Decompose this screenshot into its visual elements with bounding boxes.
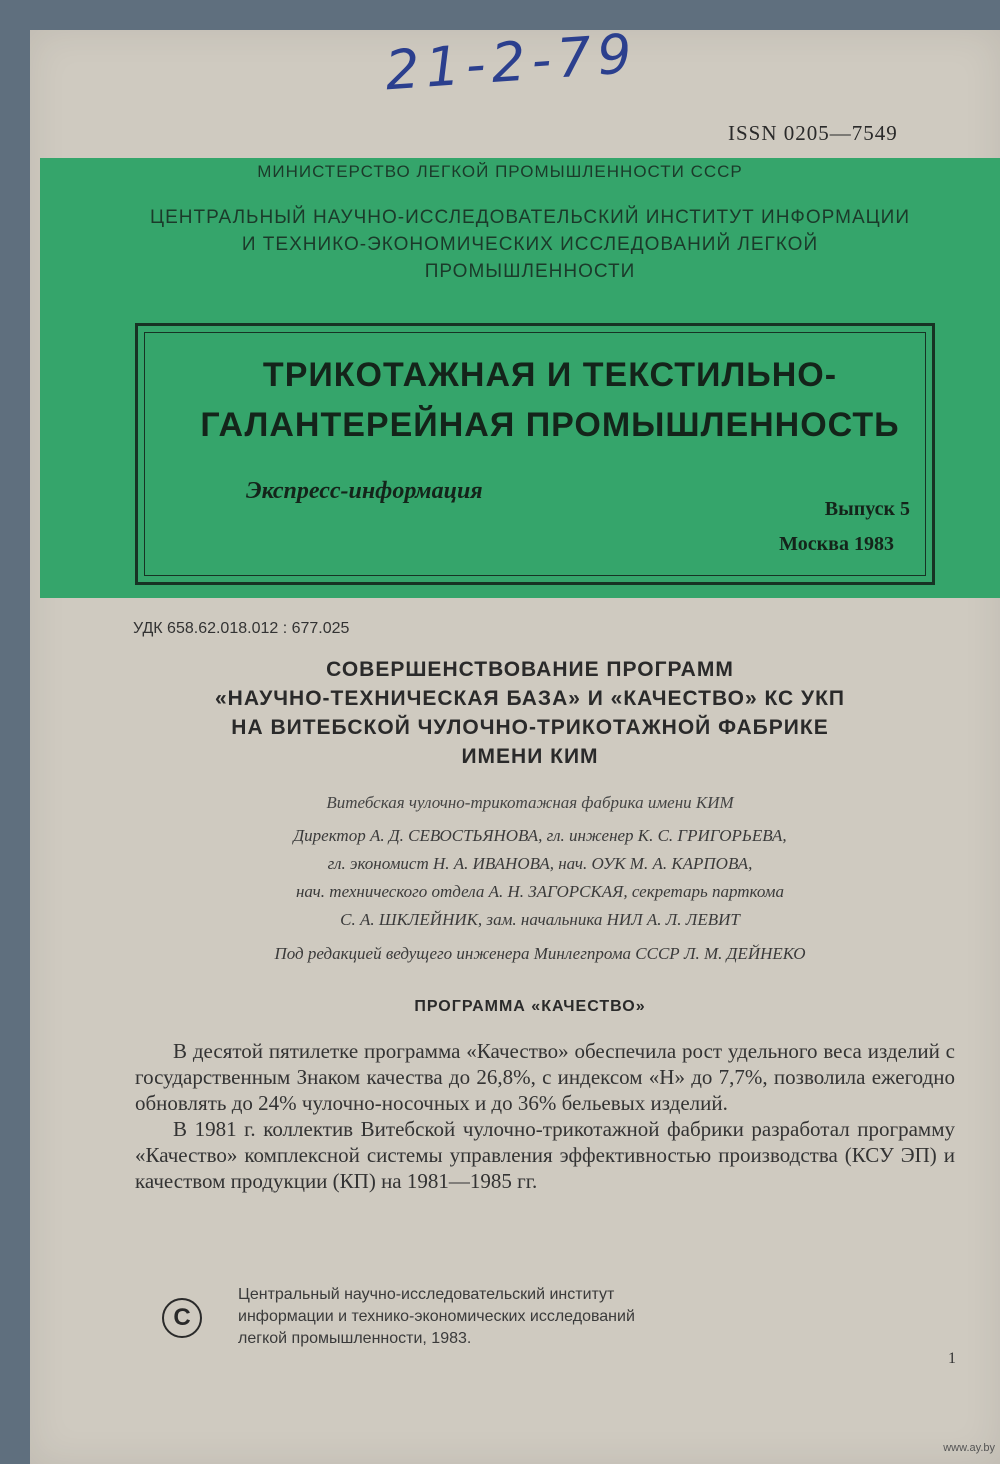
copyright-line: легкой промышленности, 1983. [238,1330,472,1347]
paragraph: В десятой пятилетке программа «Качество» обеспечила рост удельного веса изделий с государственным Знаком качества до 26,8%, с индексом «Н» до 7,7%, позволила ежегодно обновлять до 24% чулочно-носочных и до 36% бельевых изделий. [135,1039,955,1115]
journal-title [200,350,900,450]
watermark: www.ay.by [943,1442,995,1454]
organization-name: Витебская чулочно-трикотажная фабрика имени КИМ [326,793,734,812]
article-title [130,655,930,771]
copyright-line: Центральный научно-исследовательский институт [238,1286,615,1303]
ministry-name: МИНИСТЕРСТВО ЛЕГКОЙ ПРОМЫШЛЕННОСТИ СССР [257,162,743,181]
journal-subtitle: Экспресс-информация [246,478,483,504]
authors-line: Директор А. Д. СЕВОСТЬЯНОВА, гл. инженер К. С. ГРИГОРЬЕВА, [293,826,787,845]
udc-code: УДК 658.62.018.012 : 677.025 [133,620,350,637]
editor-credit: Под редакцией ведущего инженера Минлегпрома СССР Л. М. ДЕЙНЕКО [274,944,806,963]
authors-line: С. А. ШКЛЕЙНИК, зам. начальника НИЛ А. Л. ЛЕВИТ [340,910,740,929]
paragraph: В 1981 г. коллектив Витебской чулочно-трикотажной фабрики разработал программу «Качество» комплексной системы управления эффективностью производства (КСУ ЭП) и качеством продукции (КП) на 1981—1985 гг. [135,1117,955,1193]
issn-number: ISSN 0205—7549 [728,121,898,145]
authors-list [150,822,930,934]
institute-name: ЦЕНТРАЛЬНЫЙ НАУЧНО-ИССЛЕДОВАТЕЛЬСКИЙ ИНСТИТУТ ИНФОРМАЦИИ И ТЕХНИКО-ЭКОНОМИЧЕСКИХ ИССЛЕДОВАНИЙ ЛЕГКОЙ ПРОМЫШЛЕННОСТИ [150,207,910,282]
article-title-line: СОВЕРШЕНСТВОВАНИЕ ПРОГРАММ [326,658,734,681]
section-title: ПРОГРАММА «КАЧЕСТВО» [414,998,646,1015]
handwritten-date: 21-2-79 [383,21,640,103]
copyright-text [238,1284,798,1350]
copyright-icon: С [162,1298,202,1338]
authors-line: нач. технического отдела А. Н. ЗАГОРСКАЯ, секретарь парткома [295,882,785,901]
body-text [135,1038,955,1194]
copyright-line: информации и технико-экономических исследований [238,1308,635,1325]
article-title-line: НА ВИТЕБСКОЙ ЧУЛОЧНО-ТРИКОТАЖНОЙ ФАБРИКЕ [231,716,829,739]
city-year: Москва 1983 [779,533,894,555]
authors-line: гл. экономист Н. А. ИВАНОВА, нач. ОУК М. А. КАРПОВА, [327,854,753,873]
journal-title-line: ГАЛАНТЕРЕЙНАЯ ПРОМЫШЛЕННОСТЬ [200,406,900,444]
article-title-line: ИМЕНИ КИМ [461,745,599,768]
page-number: 1 [948,1350,956,1367]
issue-number: Выпуск 5 [824,498,910,520]
article-title-line: «НАУЧНО-ТЕХНИЧЕСКАЯ БАЗА» И «КАЧЕСТВО» КС УКП [215,687,845,710]
journal-title-line: ТРИКОТАЖНАЯ И ТЕКСТИЛЬНО- [262,356,838,394]
